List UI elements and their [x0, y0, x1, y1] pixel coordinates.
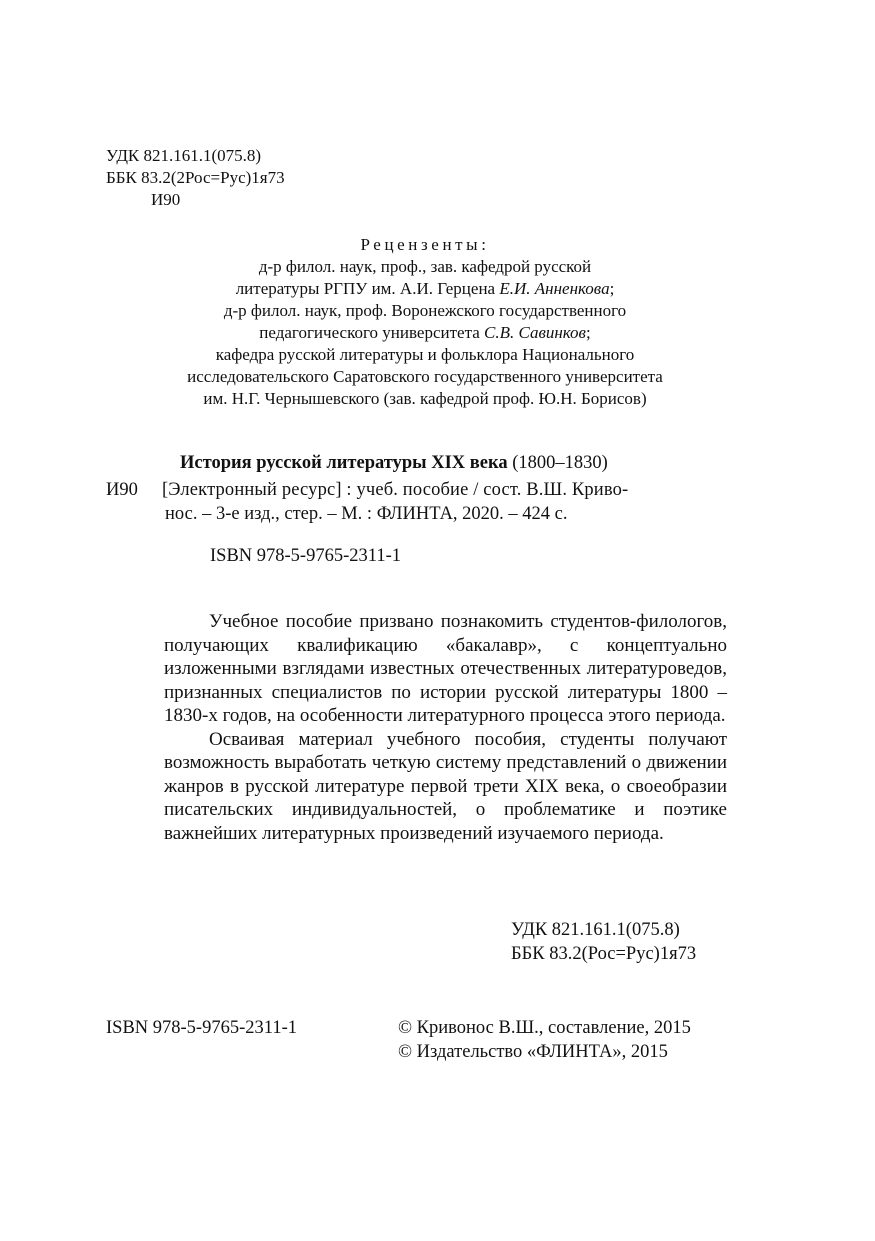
- reviewers-heading: Рецензенты:: [360, 235, 490, 254]
- reviewer-2-name: С.В. Савинков: [484, 323, 586, 342]
- book-title: История русской литературы XIX века: [180, 453, 508, 473]
- reviewer-1-affiliation: литературы РГПУ им. А.И. Герцена: [235, 279, 500, 298]
- reviewer-1-name: Е.И. Анненкова: [499, 279, 610, 298]
- reviewer-2-end: ;: [585, 323, 591, 342]
- annotation: [164, 610, 727, 845]
- book-years: (1800–1830): [507, 453, 608, 473]
- footer-classification-codes: [511, 918, 696, 966]
- footer-isbn: ISBN 978-5-9765-2311-1: [106, 1018, 297, 1038]
- reviewer-3-line-2: исследовательского Саратовского государственного университета: [187, 367, 663, 386]
- bbk-code: ББК 83.2(2Рос=Рус)1я73: [106, 168, 285, 187]
- bibliographic-line-3: нос. – 3-е изд., стер. – М. : ФЛИНТА, 2020. – 424 с.: [165, 504, 568, 524]
- reviewer-1-line-2: [120, 278, 730, 300]
- isbn-record: ISBN 978-5-9765-2311-1: [210, 546, 401, 566]
- copyright-compiler: © Кривонос В.Ш., составление, 2015: [398, 1018, 691, 1038]
- bibliographic-author-mark: И90: [106, 480, 138, 500]
- bibliographic-title-line: [180, 451, 608, 475]
- author-mark: И90: [151, 190, 181, 209]
- copyright-block: [398, 1016, 691, 1064]
- bibliographic-line-2: [Электронный ресурс] : учеб. пособие / сост. В.Ш. Криво-: [162, 480, 629, 500]
- reviewer-2-affiliation: педагогического университета: [259, 323, 485, 342]
- footer-udk-code: УДК 821.161.1(075.8): [511, 920, 680, 940]
- footer-bbk-code: ББК 83.2(Рос=Рус)1я73: [511, 944, 697, 964]
- reviewer-1-line-1: д-р филол. наук, проф., зав. кафедрой русской: [258, 257, 592, 276]
- annotation-paragraph-2: Осваивая материал учебного пособия, студенты получают возможность выработать четкую систему представлений о движении жанров в русской литературе первой трети XIX века, о своеобразии писательских индивидуальностей, о проблематике и поэтике важнейших литературных произведений изучаемого периода.: [164, 728, 727, 844]
- annotation-paragraph-1: Учебное пособие призвано познакомить студентов-филологов, получающих квалификацию «бакалавр», с концептуально изложенными взглядами известных отечественных литературоведов, признанных специалистов по истории русской литературы 1800 – 1830-х годов, на особенности литературного процесса этого периода.: [164, 611, 727, 726]
- reviewer-2-line-1: д-р филол. наук, проф. Воронежского государственного: [223, 301, 627, 320]
- reviewer-1-end: ;: [609, 279, 615, 298]
- reviewers-block: [120, 234, 730, 410]
- reviewer-2-line-2: [120, 322, 730, 344]
- reviewer-3-line-3: им. Н.Г. Чернышевского (зав. кафедрой проф. Ю.Н. Борисов): [203, 389, 647, 408]
- reviewer-3-line-1: кафедра русской литературы и фольклора Национального: [215, 345, 635, 364]
- udk-code: УДК 821.161.1(075.8): [106, 146, 262, 165]
- classification-codes: [106, 145, 285, 211]
- copyright-publisher: © Издательство «ФЛИНТА», 2015: [398, 1042, 668, 1062]
